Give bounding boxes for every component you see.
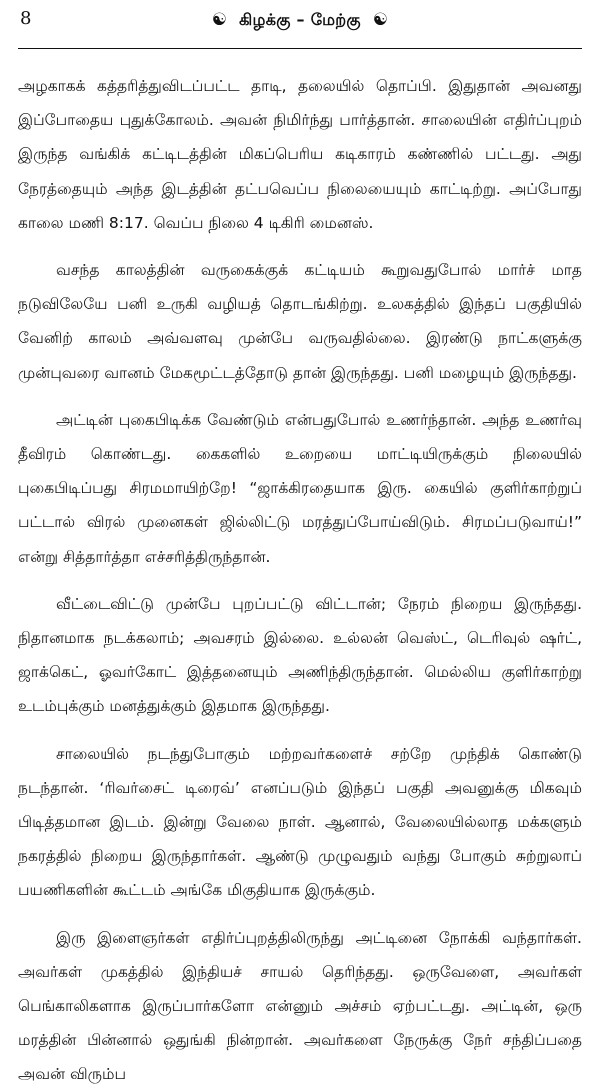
running-head <box>18 10 582 31</box>
running-head-title: கிழக்கு – மேற்கு <box>239 10 361 29</box>
yin-yang-icon: ☯ <box>211 10 228 30</box>
page-number: 8 <box>20 8 32 29</box>
paragraph: சாலையில் நடந்துபோகும் மற்றவர்களைச் சற்றே முந்திக் கொண்டு நடந்தான். ‘ரிவர்சைட் டிரைவ்’ எனப்படும் இந்தப் பகுதி அவனுக்கு மிகவும் பிடித்தமான இடம். இன்று வேலை நாள். ஆனால், வேலையில்லாத மக்களும் நகரத்தில் நிறைய இருந்தார்கள். ஆண்டு முழுவதும் வந்து போகும் சுற்றுலாப் பயணிகளின் கூட்டம் அங்கே மிகுதியாக இருக்கும். <box>18 744 582 900</box>
body-text <box>18 49 582 1092</box>
yin-yang-icon: ☯ <box>372 10 389 30</box>
paragraph: வசந்த காலத்தின் வருகைக்குக் கட்டியம் கூறுவதுபோல் மார்ச் மாத நடுவிலேயே பனி உருகி வழியத் தொடங்கிற்று. உலகத்தில் இந்தப் பகுதியில் வேனிற் காலம் அவ்வளவு முன்பே வருவதில்லை. இரண்டு நாட்களுக்கு முன்புவரை வானம் மேகமூட்டத்தோடு தான் இருந்தது. பனி மழையும் இருந்தது. <box>18 261 582 382</box>
paragraph: அழகாகக் கத்தரித்துவிடப்பட்ட தாடி, தலையில் தொப்பி. இதுதான் அவனது இப்போதைய புதுக்கோலம். அவன் நிமிர்ந்து பார்த்தான். சாலையின் எதிர்ப்புறம் இருந்த வங்கிக் கட்டிடத்தின் மிகப்பெரிய கடிகாரம் கண்ணில் பட்டது. அது நேரத்தையும் அந்த இடத்தின் தட்பவெப்ப நிலையையும் காட்டிற்று. அப்போது காலை மணி 8:17. வெப்ப நிலை 4 டிகிரி மைனஸ். <box>18 77 582 232</box>
paragraph: அட்டின் புகைபிடிக்க வேண்டும் என்பதுபோல் உணர்ந்தான். அந்த உணர்வு தீவிரம் கொண்டது. கைகளில் உறையை மாட்டியிருக்கும் நிலையில் புகைபிடிப்பது சிரமமாயிற்றே! “ஜாக்கிரதையாக இரு. கையில் குளிர்காற்றுப் பட்டால் விரல் முனைகள் ஜில்லிட்டு மரத்துப்போய்விடும். சிரமப்படுவாய்!” என்று சித்தார்த்தா எச்சரித்திருந்தான். <box>18 410 582 566</box>
page-header <box>18 0 582 49</box>
paragraph: வீட்டைவிட்டு முன்பே புறப்பட்டு விட்டான்; நேரம் நிறைய இருந்தது. நிதானமாக நடக்கலாம்; அவசரம் இல்லை. உல்லன் வெஸ்ட், டெரிவுல் ஷர்ட், ஜாக்கெட், ஓவர்கோட் இத்தனையும் அணிந்திருந்தான். மெல்லிய குளிர்காற்று உடம்புக்கும் மனத்துக்கும் இதமாக இருந்தது. <box>18 594 582 716</box>
paragraph: இரு இளைஞர்கள் எதிர்ப்புறத்திலிருந்து அட்டினை நோக்கி வந்தார்கள். அவர்கள் முகத்தில் இந்தியச் சாயல் தெரிந்தது. ஒருவேளை, அவர்கள் பெங்காலிகளாக இருப்பார்களோ என்னும் அச்சம் ஏற்பட்டது. அட்டின், ஒரு மரத்தின் பின்னால் ஒதுங்கி நின்றான். அவர்களை நேருக்கு நேர் சந்திப்பதை அவன் விரும்ப <box>18 928 582 1084</box>
